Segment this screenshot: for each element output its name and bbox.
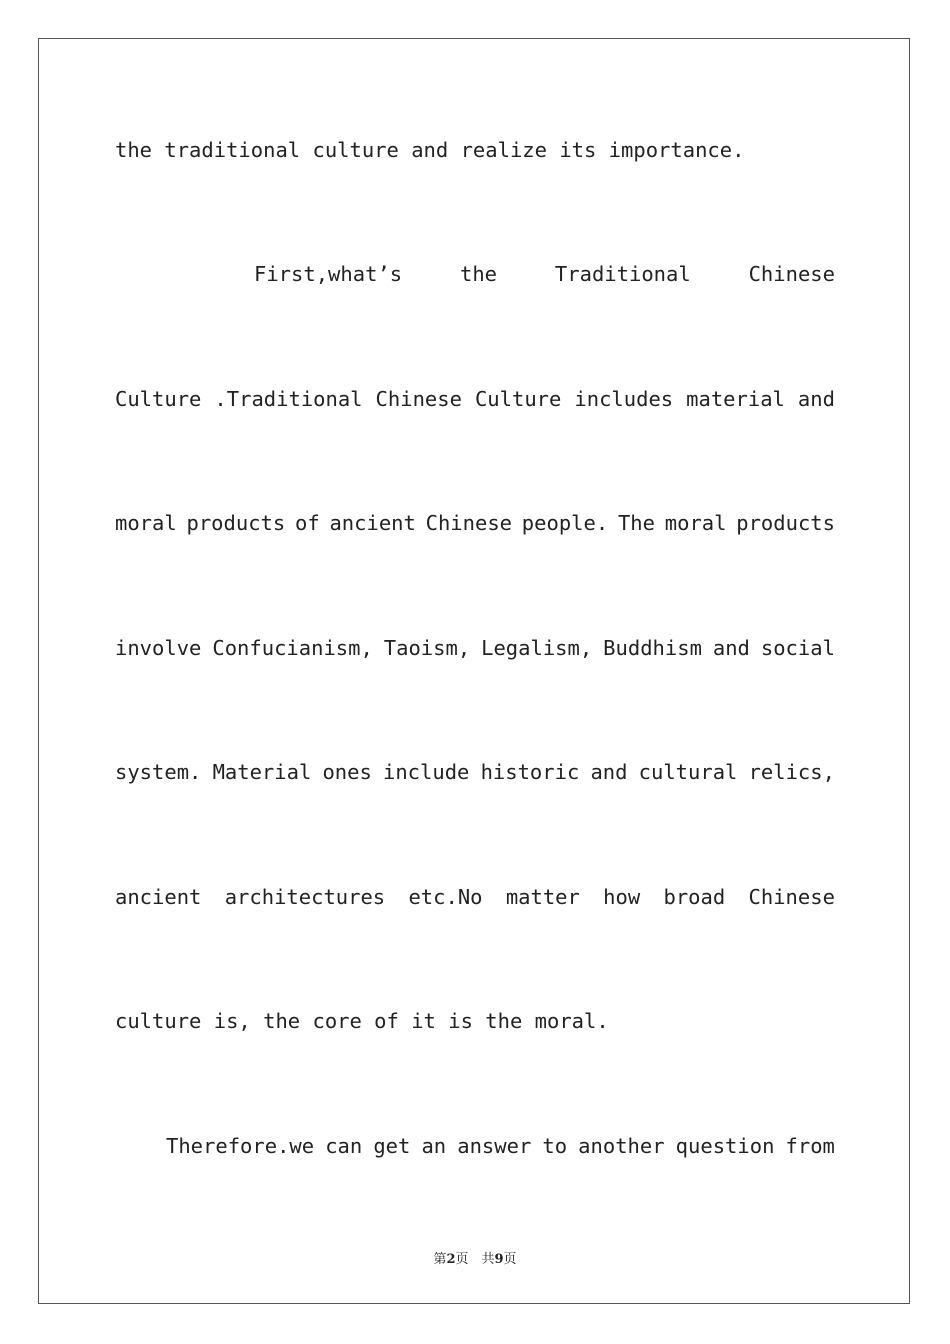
text-line-4 [115,511,835,535]
word: cultural [638,760,738,784]
text-line-3 [115,387,835,411]
word: how [603,885,641,909]
word: relics, [748,760,835,784]
word: includes [574,387,674,411]
word: Traditional [554,262,691,286]
footer-page-number: 2 [446,1252,456,1267]
word: involve [115,636,202,660]
word: Legalism, [481,636,593,660]
word: matter [505,885,580,909]
word: include [383,760,470,784]
word: architectures [224,885,386,909]
text-line-2 [254,262,835,286]
footer-suffix: 页 [503,1252,517,1267]
word: get [373,1134,411,1158]
word: material [686,387,785,411]
text-line-7 [115,885,835,909]
word: and [590,760,628,784]
word: ancient [115,885,202,909]
text-line-9 [166,1134,835,1158]
page-footer [0,1248,950,1267]
text-line-5 [115,636,835,660]
word: question [675,1134,775,1158]
word: Chinese [425,511,513,535]
page-frame [38,38,910,1304]
word: moral [664,511,727,535]
word: Confucianism, [212,636,373,660]
word: system. [115,760,202,784]
word: and [797,387,835,411]
word: Chinese [748,885,835,909]
word: The [617,511,655,535]
word: answer [457,1134,532,1158]
word: ancient [329,511,416,535]
word: Culture [474,387,562,411]
word: historic [480,760,580,784]
word: to [542,1134,568,1158]
word: etc.No [408,885,483,909]
footer-prefix: 第 [433,1252,447,1267]
word: of [295,511,320,535]
word: from [785,1134,835,1158]
word: can [325,1134,363,1158]
footer-mid: 页 共 [455,1252,495,1267]
word: Taoism, [383,636,471,660]
word: broad [663,885,726,909]
word: products [736,511,835,535]
word: Culture [115,387,202,411]
word: the [460,262,498,286]
word: moral [115,511,177,535]
word: Therefore.we [166,1134,315,1158]
word: Buddhism [603,636,702,660]
word: an [421,1134,447,1158]
word: Chinese [375,387,462,411]
word: .Traditional [214,387,363,411]
text-line-8: culture is, the core of it is the moral. [115,1009,609,1033]
word: Material [212,760,312,784]
word: another [578,1134,665,1158]
text-line-1: the traditional culture and realize its importance. [115,138,745,162]
text-line-6 [115,760,835,784]
footer-total-pages: 9 [494,1252,504,1267]
word: First,what’s [254,262,403,286]
word: Chinese [748,262,835,286]
word: social [760,636,835,660]
word: ones [322,760,372,784]
word: products [186,511,286,535]
word: people. [521,511,609,535]
word: and [712,636,750,660]
